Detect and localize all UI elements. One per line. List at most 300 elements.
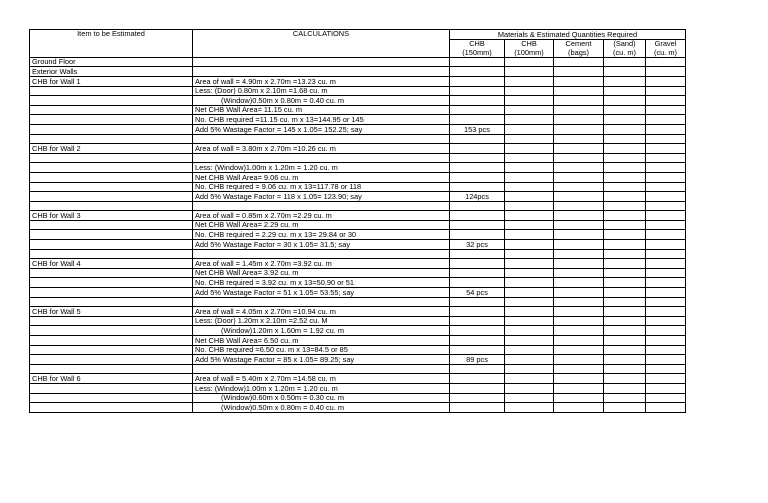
gravel-qty-cell: [646, 355, 686, 365]
chb150-qty-cell: [450, 115, 505, 125]
table-row: [30, 345, 686, 355]
table-body: [30, 57, 686, 412]
cement-qty-cell: [554, 67, 604, 77]
calculation-cell: [193, 364, 450, 374]
item-cell: [30, 288, 193, 298]
gravel-qty-cell: [646, 259, 686, 269]
gravel-qty-cell: [646, 326, 686, 336]
chb150-qty-cell: 153 pcs: [450, 124, 505, 134]
sand-qty-cell: [604, 374, 646, 384]
cement-qty-cell: [554, 182, 604, 192]
item-cell: CHB for Wall 4: [30, 259, 193, 269]
chb100-qty-cell: [505, 326, 554, 336]
calculations-column-header: CALCULATIONS: [193, 30, 450, 58]
item-cell: [30, 105, 193, 115]
calculation-cell: Add 5% Wastage Factor = 145 x 1.05= 152.25; say: [193, 124, 450, 134]
chb150-qty-cell: [450, 57, 505, 67]
sand-qty-cell: [604, 163, 646, 173]
chb150-qty-cell: [450, 374, 505, 384]
gravel-qty-cell: [646, 134, 686, 144]
item-cell: [30, 134, 193, 144]
chb150-qty-cell: [450, 403, 505, 413]
chb150-qty-cell: [450, 153, 505, 163]
cement-qty-cell: [554, 307, 604, 317]
sand-qty-cell: [604, 259, 646, 269]
cement-qty-cell: [554, 57, 604, 67]
chb150-qty-cell: 32 pcs: [450, 240, 505, 250]
calculation-cell: Less: (Door) 0.80m x 2.10m =1.68 cu. m: [193, 86, 450, 96]
cement-qty-cell: [554, 403, 604, 413]
table-row: [30, 57, 686, 67]
gravel-qty-cell: [646, 105, 686, 115]
item-cell: [30, 268, 193, 278]
item-cell: CHB for Wall 6: [30, 374, 193, 384]
chb100-qty-cell: [505, 76, 554, 86]
item-cell: Ground Floor: [30, 57, 193, 67]
sand-qty-cell: [604, 57, 646, 67]
cement-header-line1: Cement: [554, 39, 604, 48]
cement-qty-cell: [554, 163, 604, 173]
calculation-cell: Less: (Window)1.00m x 1.20m = 1.20 cu. m: [193, 383, 450, 393]
cement-qty-cell: [554, 336, 604, 346]
gravel-qty-cell: [646, 220, 686, 230]
item-cell: [30, 230, 193, 240]
calculation-cell: No. CHB required =6.50 cu. m x 13=84.5 or 85: [193, 345, 450, 355]
chb100-qty-cell: [505, 96, 554, 106]
chb100-qty-cell: [505, 105, 554, 115]
cement-qty-cell: [554, 172, 604, 182]
table-row: [30, 316, 686, 326]
cement-qty-cell: [554, 326, 604, 336]
item-cell: CHB for Wall 3: [30, 211, 193, 221]
calculation-cell: Less: (Door) 1.20m x 2.10m =2.52 cu. M: [193, 316, 450, 326]
item-cell: [30, 192, 193, 202]
table-row: [30, 76, 686, 86]
chb100-qty-cell: [505, 115, 554, 125]
chb100-qty-cell: [505, 211, 554, 221]
calculation-cell: (Window)1.20m x 1.60m = 1.92 cu. m: [193, 326, 450, 336]
calculation-cell: [193, 57, 450, 67]
chb100-qty-cell: [505, 163, 554, 173]
gravel-qty-cell: [646, 76, 686, 86]
item-cell: [30, 278, 193, 288]
chb100-qty-cell: [505, 268, 554, 278]
item-cell: Exterior Walls: [30, 67, 193, 77]
chb100-qty-cell: [505, 192, 554, 202]
chb150-qty-cell: [450, 67, 505, 77]
item-cell: [30, 86, 193, 96]
cement-qty-cell: [554, 393, 604, 403]
chb100-qty-cell: [505, 182, 554, 192]
cement-qty-cell: [554, 220, 604, 230]
cement-qty-cell: [554, 249, 604, 259]
gravel-qty-cell: [646, 383, 686, 393]
table-row: [30, 307, 686, 317]
chb150-header-line1: CHB: [450, 39, 505, 48]
sand-qty-cell: [604, 230, 646, 240]
chb150-qty-cell: [450, 201, 505, 211]
calculation-cell: [193, 67, 450, 77]
gravel-qty-cell: [646, 96, 686, 106]
gravel-qty-cell: [646, 86, 686, 96]
cement-qty-cell: [554, 144, 604, 154]
chb100-header-line2: (100mm): [505, 48, 554, 57]
table-row: [30, 259, 686, 269]
calculation-cell: [193, 249, 450, 259]
table-row: [30, 288, 686, 298]
sand-qty-cell: [604, 153, 646, 163]
table-row: [30, 67, 686, 77]
table-row: [30, 153, 686, 163]
gravel-qty-cell: [646, 288, 686, 298]
item-cell: [30, 336, 193, 346]
chb100-qty-cell: [505, 172, 554, 182]
calculation-cell: [193, 297, 450, 307]
chb100-qty-cell: [505, 355, 554, 365]
chb100-qty-cell: [505, 374, 554, 384]
sand-qty-cell: [604, 288, 646, 298]
item-cell: [30, 124, 193, 134]
chb100-qty-cell: [505, 249, 554, 259]
cement-qty-cell: [554, 201, 604, 211]
calculation-cell: Add 5% Wastage Factor = 85 x 1.05= 89.25; say: [193, 355, 450, 365]
item-cell: [30, 153, 193, 163]
chb150-qty-cell: [450, 307, 505, 317]
chb150-qty-cell: [450, 259, 505, 269]
chb100-qty-cell: [505, 336, 554, 346]
chb100-qty-cell: [505, 134, 554, 144]
chb150-qty-cell: [450, 76, 505, 86]
gravel-qty-cell: [646, 144, 686, 154]
table-row: [30, 230, 686, 240]
chb150-qty-cell: [450, 211, 505, 221]
chb150-qty-cell: [450, 278, 505, 288]
table-row: [30, 220, 686, 230]
gravel-qty-cell: [646, 182, 686, 192]
chb150-qty-cell: 54 pcs: [450, 288, 505, 298]
chb100-qty-cell: [505, 403, 554, 413]
sand-header-line1: (Sand): [604, 39, 646, 48]
table-row: [30, 355, 686, 365]
cement-qty-cell: [554, 211, 604, 221]
chb100-qty-cell: [505, 240, 554, 250]
item-cell: [30, 383, 193, 393]
gravel-qty-cell: [646, 115, 686, 125]
chb150-qty-cell: [450, 383, 505, 393]
chb150-qty-cell: [450, 345, 505, 355]
calculation-cell: [193, 201, 450, 211]
item-cell: [30, 297, 193, 307]
cement-qty-cell: [554, 345, 604, 355]
gravel-qty-cell: [646, 316, 686, 326]
chb150-qty-cell: [450, 316, 505, 326]
gravel-qty-cell: [646, 240, 686, 250]
gravel-qty-cell: [646, 345, 686, 355]
sand-qty-cell: [604, 76, 646, 86]
calculation-cell: Net CHB Wall Area= 9.06 cu. m: [193, 172, 450, 182]
sand-qty-cell: [604, 307, 646, 317]
item-cell: [30, 220, 193, 230]
chb100-qty-cell: [505, 316, 554, 326]
chb100-qty-cell: [505, 201, 554, 211]
gravel-qty-cell: [646, 124, 686, 134]
table-row: [30, 240, 686, 250]
cement-qty-cell: [554, 124, 604, 134]
calculation-cell: Net CHB Wall Area= 2.29 cu. m: [193, 220, 450, 230]
sand-qty-cell: [604, 364, 646, 374]
cement-qty-cell: [554, 383, 604, 393]
calculation-cell: Add 5% Wastage Factor = 51 x 1.05= 53.55; say: [193, 288, 450, 298]
calculation-cell: Less: (Window)1.00m x 1.20m = 1.20 cu. m: [193, 163, 450, 173]
chb150-qty-cell: 89 pcs: [450, 355, 505, 365]
cement-qty-cell: [554, 153, 604, 163]
estimate-table: [29, 29, 686, 413]
table-row: [30, 172, 686, 182]
chb150-qty-cell: [450, 163, 505, 173]
table-row: [30, 403, 686, 413]
cement-qty-cell: [554, 259, 604, 269]
table-row: [30, 182, 686, 192]
table-row: [30, 134, 686, 144]
chb150-qty-cell: [450, 172, 505, 182]
cement-qty-cell: [554, 316, 604, 326]
chb100-qty-cell: [505, 364, 554, 374]
chb100-qty-cell: [505, 393, 554, 403]
cement-qty-cell: [554, 288, 604, 298]
sand-qty-cell: [604, 67, 646, 77]
calculation-cell: Net CHB Wall Area= 3.92 cu. m: [193, 268, 450, 278]
sand-qty-cell: [604, 345, 646, 355]
chb100-qty-cell: [505, 345, 554, 355]
sand-qty-cell: [604, 192, 646, 202]
chb100-header-line1: CHB: [505, 39, 554, 48]
chb100-qty-cell: [505, 307, 554, 317]
calculation-cell: [193, 134, 450, 144]
table-row: [30, 374, 686, 384]
chb150-qty-cell: 124pcs: [450, 192, 505, 202]
item-cell: CHB for Wall 1: [30, 76, 193, 86]
chb100-qty-cell: [505, 67, 554, 77]
gravel-qty-cell: [646, 192, 686, 202]
calculation-cell: Area of wall = 3.80m x 2.70m =10.26 cu. m: [193, 144, 450, 154]
cement-qty-cell: [554, 105, 604, 115]
chb100-qty-cell: [505, 288, 554, 298]
chb100-qty-cell: [505, 86, 554, 96]
chb100-qty-cell: [505, 57, 554, 67]
table-row: [30, 249, 686, 259]
calculation-cell: Area of wall = 4.90m x 2.70m =13.23 cu. m: [193, 76, 450, 86]
calculation-cell: No. CHB required = 2.29 cu. m x 13= 29.84 or 30: [193, 230, 450, 240]
table-row: [30, 336, 686, 346]
chb150-qty-cell: [450, 393, 505, 403]
cement-qty-cell: [554, 192, 604, 202]
calculation-cell: No. CHB required =11.15 cu. m x 13=144.95 or 145: [193, 115, 450, 125]
calculation-cell: Area of wall = 0.85m x 2.70m =2.29 cu. m: [193, 211, 450, 221]
chb100-qty-cell: [505, 297, 554, 307]
item-cell: [30, 172, 193, 182]
table-row: [30, 364, 686, 374]
cement-qty-cell: [554, 76, 604, 86]
item-cell: [30, 182, 193, 192]
gravel-qty-cell: [646, 364, 686, 374]
item-cell: [30, 393, 193, 403]
gravel-qty-cell: [646, 374, 686, 384]
sand-qty-cell: [604, 316, 646, 326]
cement-qty-cell: [554, 134, 604, 144]
cement-qty-cell: [554, 240, 604, 250]
sand-qty-cell: [604, 268, 646, 278]
gravel-qty-cell: [646, 336, 686, 346]
table-row: [30, 383, 686, 393]
chb100-qty-cell: [505, 220, 554, 230]
calculation-cell: Add 5% Wastage Factor = 118 x 1.05= 123.90; say: [193, 192, 450, 202]
table-row: [30, 144, 686, 154]
table-row: [30, 211, 686, 221]
chb150-qty-cell: [450, 268, 505, 278]
chb150-qty-cell: [450, 326, 505, 336]
sand-header-line2: (cu. m): [604, 48, 646, 57]
gravel-qty-cell: [646, 393, 686, 403]
gravel-qty-cell: [646, 172, 686, 182]
table-row: [30, 192, 686, 202]
item-cell: CHB for Wall 5: [30, 307, 193, 317]
chb150-qty-cell: [450, 297, 505, 307]
calculation-cell: No. CHB required = 9.06 cu. m x 13=117.78 or 118: [193, 182, 450, 192]
calculation-cell: Area of wall = 5.40m x 2.70m =14.58 cu. m: [193, 374, 450, 384]
cement-qty-cell: [554, 364, 604, 374]
chb150-qty-cell: [450, 105, 505, 115]
gravel-header-line1: Gravel: [646, 39, 686, 48]
sand-qty-cell: [604, 105, 646, 115]
sand-qty-cell: [604, 336, 646, 346]
calculation-cell: No. CHB required = 3.92 cu. m x 13=50.90 or 51: [193, 278, 450, 288]
calculation-cell: (Window)0.60m x 0.50m = 0.30 cu. m: [193, 393, 450, 403]
item-column-header: Item to be Estimated: [30, 30, 193, 58]
cement-qty-cell: [554, 355, 604, 365]
table-row: [30, 96, 686, 106]
chb100-qty-cell: [505, 383, 554, 393]
sand-qty-cell: [604, 249, 646, 259]
calculation-cell: Area of wall = 1.45m x 2.70m =3.92 cu. m: [193, 259, 450, 269]
chb100-qty-cell: [505, 144, 554, 154]
item-cell: [30, 96, 193, 106]
item-cell: [30, 163, 193, 173]
sand-qty-cell: [604, 297, 646, 307]
calculation-cell: (Window)0.50m x 0.80m = 0.40 cu. m: [193, 96, 450, 106]
gravel-qty-cell: [646, 249, 686, 259]
sand-qty-cell: [604, 383, 646, 393]
calculation-cell: Net CHB Wall Area= 6.50 cu. m: [193, 336, 450, 346]
sand-qty-cell: [604, 211, 646, 221]
sand-qty-cell: [604, 96, 646, 106]
calculation-cell: (Window)0.50m x 0.80m = 0.40 cu. m: [193, 403, 450, 413]
calculation-cell: Area of wall = 4.05m x 2.70m =10.94 cu. m: [193, 307, 450, 317]
sand-qty-cell: [604, 278, 646, 288]
table-row: [30, 201, 686, 211]
gravel-qty-cell: [646, 153, 686, 163]
gravel-qty-cell: [646, 278, 686, 288]
chb150-qty-cell: [450, 182, 505, 192]
table-row: [30, 326, 686, 336]
cement-qty-cell: [554, 374, 604, 384]
item-cell: [30, 345, 193, 355]
gravel-qty-cell: [646, 163, 686, 173]
gravel-qty-cell: [646, 297, 686, 307]
cement-qty-cell: [554, 268, 604, 278]
gravel-qty-cell: [646, 211, 686, 221]
header-row-1: [30, 30, 686, 40]
item-cell: [30, 316, 193, 326]
sand-qty-cell: [604, 86, 646, 96]
sand-qty-cell: [604, 326, 646, 336]
sand-qty-cell: [604, 393, 646, 403]
table-row: [30, 86, 686, 96]
item-cell: [30, 326, 193, 336]
item-cell: [30, 115, 193, 125]
gravel-qty-cell: [646, 307, 686, 317]
sand-qty-cell: [604, 134, 646, 144]
cement-qty-cell: [554, 278, 604, 288]
chb150-qty-cell: [450, 86, 505, 96]
chb150-qty-cell: [450, 96, 505, 106]
cement-qty-cell: [554, 86, 604, 96]
chb150-qty-cell: [450, 249, 505, 259]
gravel-qty-cell: [646, 230, 686, 240]
table-row: [30, 268, 686, 278]
sand-qty-cell: [604, 201, 646, 211]
item-cell: [30, 403, 193, 413]
calculation-cell: [193, 153, 450, 163]
item-cell: [30, 201, 193, 211]
item-cell: [30, 364, 193, 374]
cement-header-line2: (bags): [554, 48, 604, 57]
chb150-qty-cell: [450, 364, 505, 374]
gravel-qty-cell: [646, 67, 686, 77]
gravel-qty-cell: [646, 268, 686, 278]
cement-qty-cell: [554, 115, 604, 125]
item-cell: CHB for Wall 2: [30, 144, 193, 154]
table-row: [30, 278, 686, 288]
table-row: [30, 124, 686, 134]
cement-qty-cell: [554, 297, 604, 307]
calculation-cell: Add 5% Wastage Factor = 30 x 1.05= 31.5; say: [193, 240, 450, 250]
sand-qty-cell: [604, 240, 646, 250]
sand-qty-cell: [604, 144, 646, 154]
chb150-qty-cell: [450, 220, 505, 230]
chb100-qty-cell: [505, 230, 554, 240]
table-row: [30, 105, 686, 115]
table-row: [30, 297, 686, 307]
gravel-qty-cell: [646, 201, 686, 211]
sand-qty-cell: [604, 124, 646, 134]
item-cell: [30, 249, 193, 259]
materials-group-header: Materials & Estimated Quantities Required: [450, 30, 686, 40]
sand-qty-cell: [604, 355, 646, 365]
chb150-qty-cell: [450, 230, 505, 240]
chb100-qty-cell: [505, 259, 554, 269]
sand-qty-cell: [604, 115, 646, 125]
chb100-qty-cell: [505, 153, 554, 163]
cement-qty-cell: [554, 96, 604, 106]
gravel-header-line2: (cu. m): [646, 48, 686, 57]
table-row: [30, 393, 686, 403]
chb150-qty-cell: [450, 134, 505, 144]
sand-qty-cell: [604, 220, 646, 230]
chb150-qty-cell: [450, 144, 505, 154]
chb150-qty-cell: [450, 336, 505, 346]
item-cell: [30, 355, 193, 365]
table-row: [30, 115, 686, 125]
